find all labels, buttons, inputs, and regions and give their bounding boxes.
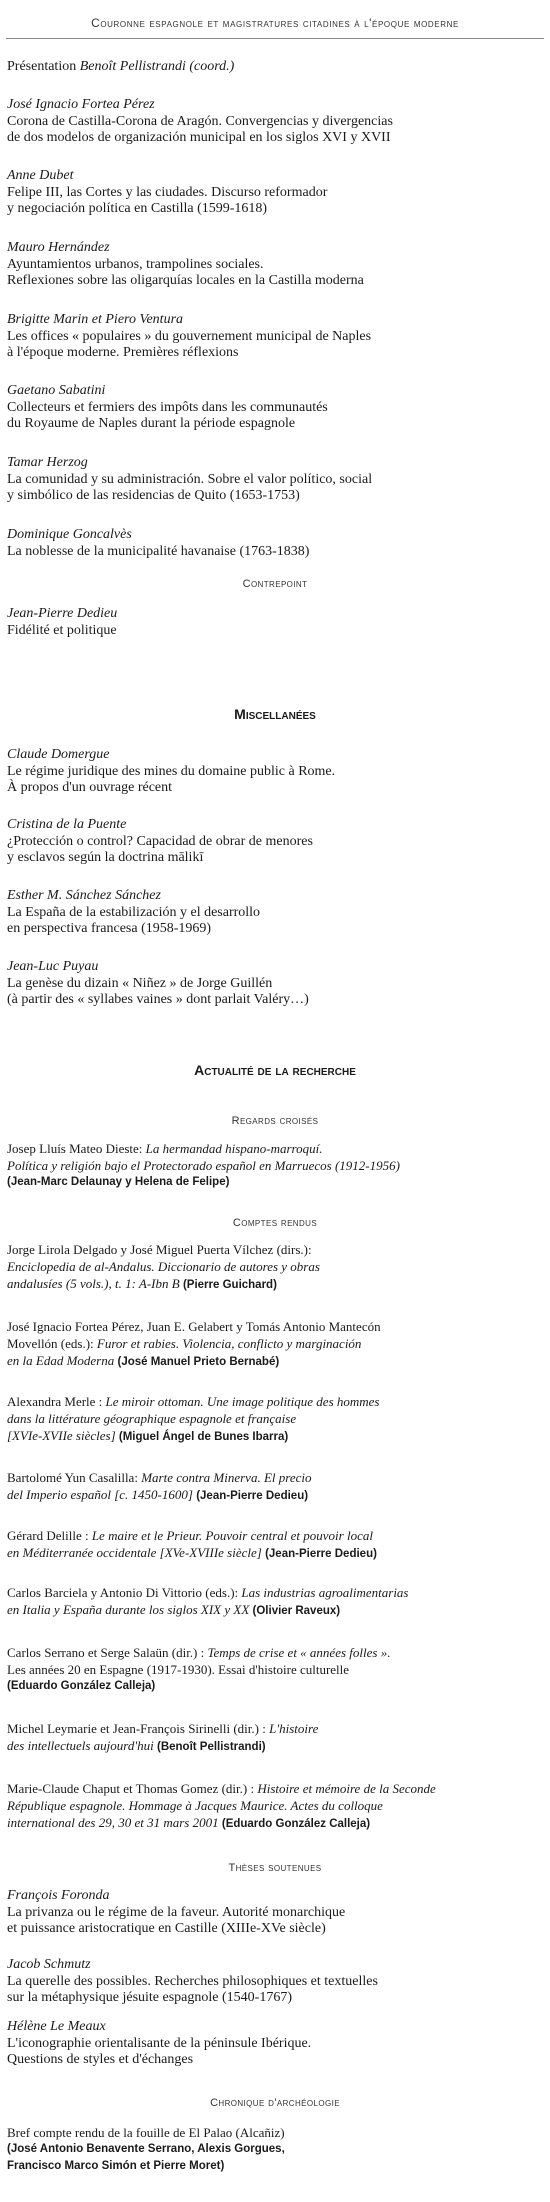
entry-author: Jean-Pierre Dedieu — [7, 606, 118, 621]
review-title: L'histoire — [269, 1721, 319, 1736]
review-author: Carlos Serrano et Serge Salaün (dir.) : — [7, 1645, 208, 1660]
entry-author: Claude Domergue — [7, 747, 110, 762]
entry-title-line: La genèse du dizain « Niñez » de Jorge Guillén — [7, 975, 273, 991]
entry-author: Cristina de la Puente — [7, 817, 127, 832]
chronique-entry[interactable] — [7, 2124, 543, 2175]
review-title: [XVIe-XVIIe siècles] — [7, 1428, 119, 1443]
reviewer: (Jean-Pierre Dedieu) — [196, 1490, 309, 1502]
review-title: en Italia y España durante los siglos XIX y XX — [7, 1602, 253, 1617]
review-author: Movellón (eds.): — [7, 1336, 97, 1351]
reviewer: Francisco Marco Simón et Pierre Moret) — [7, 2160, 225, 2172]
review-author: Bartolomé Yun Casalilla: — [7, 1470, 142, 1485]
review-title: Histoire et mémoire de la Seconde — [257, 1781, 436, 1796]
review-title: del Imperio español [c. 1450-1600] — [7, 1487, 197, 1502]
entry-title-line: ¿Protección o control? Capacidad de obrar de menores — [7, 833, 313, 849]
reviewer: (Miguel Ángel de Bunes Ibarra) — [118, 1431, 289, 1443]
entry-title-line: Felipe III, las Cortes y las ciudades. Discurso reformador — [7, 184, 328, 200]
review-title: République espagnole. Hommage à Jacques Maurice. Actes du colloque — [7, 1798, 383, 1813]
entry-title-line: Reflexiones sobre las oligarquías locales en la Castilla moderna — [7, 273, 364, 288]
section-heading-actualite: Actualité de la recherche — [194, 1062, 356, 1078]
review-author: Carlos Barciela y Antonio Di Vittorio (eds.): — [7, 1585, 242, 1600]
section-label-chronique: Chronique d'archéologie — [210, 2097, 340, 2109]
entry-title-line: Fidélité et politique — [7, 622, 117, 638]
entry-title-line: y esclavos según la doctrina mālikī — [7, 850, 204, 865]
entry-title-line: Questions de styles et d'échanges — [7, 2052, 194, 2067]
entry-title-line: (à partir des « syllabes vaines » dont parlait Valéry…) — [7, 992, 309, 1007]
entry-title-line: et puissance aristocratique en Castille (XIIIe-XVe siècle) — [7, 1921, 326, 1936]
entry-title-line: à l'époque moderne. Premières réflexions — [7, 345, 239, 360]
entry-author: Mauro Hernández — [7, 240, 110, 255]
entry-title-line: Les offices « populaires » du gouvernement municipal de Naples — [7, 328, 372, 344]
review-author: Gérard Delille : — [7, 1528, 92, 1543]
review-title: Temps de crise et « années folles ». — [207, 1645, 391, 1660]
review-author: Jorge Lirola Delgado y José Miguel Puerta Vílchez (dirs.): — [7, 1242, 312, 1257]
entry-author: Dominique Goncalvès — [7, 527, 132, 542]
review-author: José Ignacio Fortea Pérez, Juan E. Gelabert y Tomás Antonio Mantecón — [7, 1319, 381, 1334]
entry-title-line: Collecteurs et fermiers des impôts dans les communautés — [7, 399, 328, 415]
entry-author: José Ignacio Fortea Pérez — [7, 97, 155, 112]
review-title: Bref compte rendu de la fouille de El Palao (Alcañiz) — [7, 2125, 285, 2140]
entry-author: Anne Dubet — [7, 168, 74, 183]
entry-author: Gaetano Sabatini — [7, 383, 106, 398]
review-title: dans la littérature géographique espagnole et française — [7, 1411, 297, 1426]
entry-author: Jean-Luc Puyau — [7, 959, 99, 974]
entry-title-line: y negociación política en Castilla (1599-1618) — [7, 201, 268, 216]
review-title: des intellectuels aujourd'hui — [7, 1738, 157, 1753]
entry-author: Esther M. Sánchez Sánchez — [7, 888, 161, 903]
review-title: en la Edad Moderna — [7, 1353, 118, 1368]
reviewer: (Benoît Pellistrandi) — [156, 1741, 266, 1753]
section-label-comptes: Comptes rendus — [232, 1217, 318, 1229]
reviewer: (Jean-Marc Delaunay y Helena de Felipe) — [7, 1176, 230, 1188]
review-title: Le miroir ottoman. Une image politique des hommes — [105, 1394, 380, 1409]
review-author: Alexandra Merle : — [7, 1394, 106, 1409]
review-author: Marie-Claude Chaput et Thomas Gomez (dir.) : — [7, 1781, 258, 1796]
entry-title-line: La España de la estabilización y el desarrollo — [7, 904, 261, 920]
entry-title-line: La querelle des possibles. Recherches philosophiques et textuelles — [7, 1973, 378, 1989]
review-title: andalusíes (5 vols.), t. 1: A-Ibn B — [7, 1276, 183, 1291]
reviewer: (Olivier Raveux) — [252, 1605, 341, 1617]
reviewer: (José Antonio Benavente Serrano, Alexis Gorgues, — [7, 2143, 285, 2155]
entry-title-line: L'iconographie orientalisante de la péninsule Ibérique. — [7, 2035, 312, 2051]
entry-author: Tamar Herzog — [7, 455, 88, 470]
review-title: Enciclopedia de al-Andalus. Diccionario de autores y obras — [7, 1259, 320, 1274]
review-title: Les années 20 en Espagne (1917-1930). Essai d'histoire culturelle — [7, 1662, 350, 1677]
entry-title-line: sur la métaphysique jésuite espagnole (1540-1767) — [7, 1990, 292, 2005]
entry-title-line: Corona de Castilla-Corona de Aragón. Convergencias y divergencias — [7, 113, 393, 129]
entry-title-line: y simbólico de las residencias de Quito (1653-1753) — [7, 488, 300, 503]
entry-title-line: de dos modelos de organización municipal en los siglos XVI y XVII — [7, 130, 391, 145]
entry-label: Présentation — [7, 59, 80, 74]
section-label-contrepoint: Contrepoint — [242, 578, 308, 590]
review-title: Marte contra Minerva. El precio — [141, 1470, 312, 1485]
review-author: Michel Leymarie et Jean-François Sirinelli (dir.) : — [7, 1721, 270, 1736]
entry-author: Benoît Pellistrandi (coord.) — [79, 59, 235, 74]
review-title: Furor et rabies. Violencia, conflicto y marginación — [96, 1336, 362, 1351]
review-title: Las industrias agroalimentarias — [241, 1585, 409, 1600]
entry-author: Jacob Schmutz — [7, 1957, 91, 1972]
entry-author: Brigitte Marin et Piero Ventura — [7, 312, 184, 327]
reviewer: (José Manuel Prieto Bernabé) — [117, 1356, 280, 1368]
reviewer: (Jean-Pierre Dedieu) — [265, 1548, 377, 1560]
entry-title-line: du Royaume de Naples durant la période espagnole — [7, 416, 296, 431]
section-label-regards: Regards croisés — [231, 1115, 319, 1127]
review-author: Josep Lluís Mateo Dieste: — [7, 1141, 146, 1156]
entry-title-line: en perspectiva francesa (1958-1969) — [7, 921, 212, 936]
entry-author: François Foronda — [7, 1888, 110, 1903]
reviewer: (Eduardo González Calleja) — [7, 1680, 156, 1692]
section-heading-miscellanees: Miscellanées — [234, 706, 316, 722]
entry-title-line: La privanza ou le régime de la faveur. Autorité monarchique — [7, 1904, 346, 1920]
review-title: international des 29, 30 et 31 mars 2001 — [7, 1815, 222, 1830]
section-label-theses: Thèses soutenues — [228, 1862, 322, 1874]
entry-title-line: La noblesse de la municipalité havanaise (1763-1838) — [7, 543, 310, 559]
entry-author: Hélène Le Meaux — [7, 2019, 106, 2034]
reviewer: (Eduardo González Calleja) — [221, 1818, 371, 1830]
running-header: Couronne espagnole et magistratures citadines à l'époque moderne — [91, 16, 459, 30]
review-title: Le maire et le Prieur. Pouvoir central et pouvoir local — [91, 1528, 373, 1543]
entry-title-line: Le régime juridique des mines du domaine public à Rome. — [7, 763, 336, 779]
review-title: La hermandad hispano-marroquí. — [145, 1141, 323, 1156]
entry-title-line: Ayuntamientos urbanos, trampolines sociales. — [7, 256, 264, 272]
entry-title-line: La comunidad y su administración. Sobre el valor político, social — [7, 471, 373, 487]
review-title: Política y religión bajo el Protectorado español en Marruecos (1912-1956) — [7, 1158, 400, 1173]
reviewer: (Pierre Guichard) — [182, 1279, 277, 1291]
entry-title-line: À propos d'un ouvrage récent — [7, 780, 173, 795]
review-title: en Méditerranée occidentale [XVe-XVIIIe siècle] — [7, 1545, 266, 1560]
